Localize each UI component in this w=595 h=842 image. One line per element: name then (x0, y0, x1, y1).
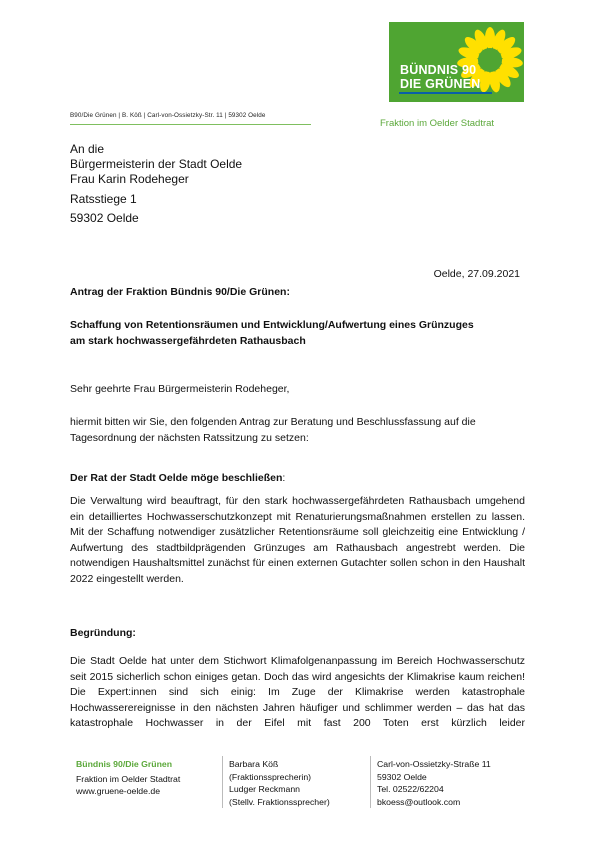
footer-party-name: Bündnis 90/Die Grünen (76, 759, 173, 769)
subject-line-1: Schaffung von Retentionsräumen und Entwicklung/Aufwertung eines Grünzuges (70, 319, 474, 331)
footer-faction: Fraktion im Oelder Stadtrat (76, 773, 181, 784)
footer-street: Carl-von-Ossietzky-Straße 11 (377, 759, 491, 769)
footer-email: bkoess@outlook.com (377, 796, 461, 807)
resolution-heading-row (70, 471, 525, 487)
address-line-3: Frau Karin Rodeheger (70, 172, 189, 186)
footer-speaker-name: Barbara Köß (229, 759, 279, 769)
faction-label: Fraktion im Oelder Stadtrat (380, 118, 495, 129)
footer-contacts (229, 758, 330, 808)
footer-website: www.gruene-oelde.de (76, 786, 161, 797)
party-logo (389, 22, 524, 102)
footer-divider (370, 756, 371, 808)
footer-speaker-role: (Fraktionssprecherin) (229, 771, 312, 782)
logo-line-2: DIE GRÜNEN (400, 77, 481, 91)
address-city: 59302 Oelde (70, 211, 139, 225)
sender-line: B90/Die Grünen | B. Köß | Carl-von-Ossietzky-Str. 11 | 59302 Oelde (70, 112, 266, 119)
footer-address (377, 758, 491, 808)
sender-divider (70, 124, 311, 125)
footer-phone: Tel. 02522/62204 (377, 784, 444, 795)
address-street: Ratsstiege 1 (70, 192, 137, 206)
salutation: Sehr geehrte Frau Bürgermeisterin Rodeheger, (70, 383, 290, 395)
reason-paragraph: Die Stadt Oelde hat unter dem Stichwort Klimafolgenanpassung im Bereich Hochwasserschutz seit 2015 sicherlich schon einiges getan. Doch das wird angesichts der Klimakrise kaum reichen! Die Expert:innen sind sich einig: Im Zuge der Klimakrise werden katastrophale Hochwasserereignisse in den nächsten Jahren häufiger und schlimmer werden – das hat das katastrophale Hochwasser in der Eifel mit fast 200 Toten erst kürzlich leider (70, 655, 525, 730)
logo-line-1: BÜNDNIS 90 (400, 63, 477, 77)
resolution-heading: Der Rat der Stadt Oelde möge beschließen (70, 472, 283, 484)
subject-line-2: am stark hochwassergefährdeten Rathausbach (70, 335, 306, 347)
address-line-2: Bürgermeisterin der Stadt Oelde (70, 157, 243, 171)
footer-divider (222, 756, 223, 808)
resolution-paragraph: Die Verwaltung wird beauftragt, für den stark hochwassergefährdeten Rathausbach umgehend ein detailliertes Hochwasserschutzkonzept mit Renaturierungsmaßnahmen erstellen zu lassen. Mit der Schaffung notwendiger zusätzlicher Retentionsräume soll gleichzeitig eine Entwicklung / Aufwertung des stadtbildprägenden Grünzuges am Rathausbach angestrebt werden. Die notwendigen Haushaltsmittel zunächst für einen externen Gutachter sollen schon in den Haushalt 2022 eingestellt werden. (70, 495, 525, 585)
logo-underline (399, 92, 492, 94)
intro-paragraph: hiermit bitten wir Sie, den folgenden Antrag zur Beratung und Beschlussfassung auf die Tagesordnung der nächsten Ratssitzung zu setzen: (70, 416, 476, 444)
address-line-1: An die (70, 142, 105, 156)
footer-city: 59302 Oelde (377, 771, 427, 782)
resolution-colon: : (282, 472, 286, 484)
letter-date: Oelde, 27.09.2021 (433, 268, 520, 280)
letter-title: Antrag der Fraktion Bündnis 90/Die Grünen: (70, 286, 290, 298)
footer-deputy-role: (Stellv. Fraktionssprecher) (229, 796, 330, 807)
footer-deputy-name: Ludger Reckmann (229, 784, 300, 795)
footer-party (76, 758, 180, 798)
reason-heading: Begründung: (70, 627, 136, 639)
